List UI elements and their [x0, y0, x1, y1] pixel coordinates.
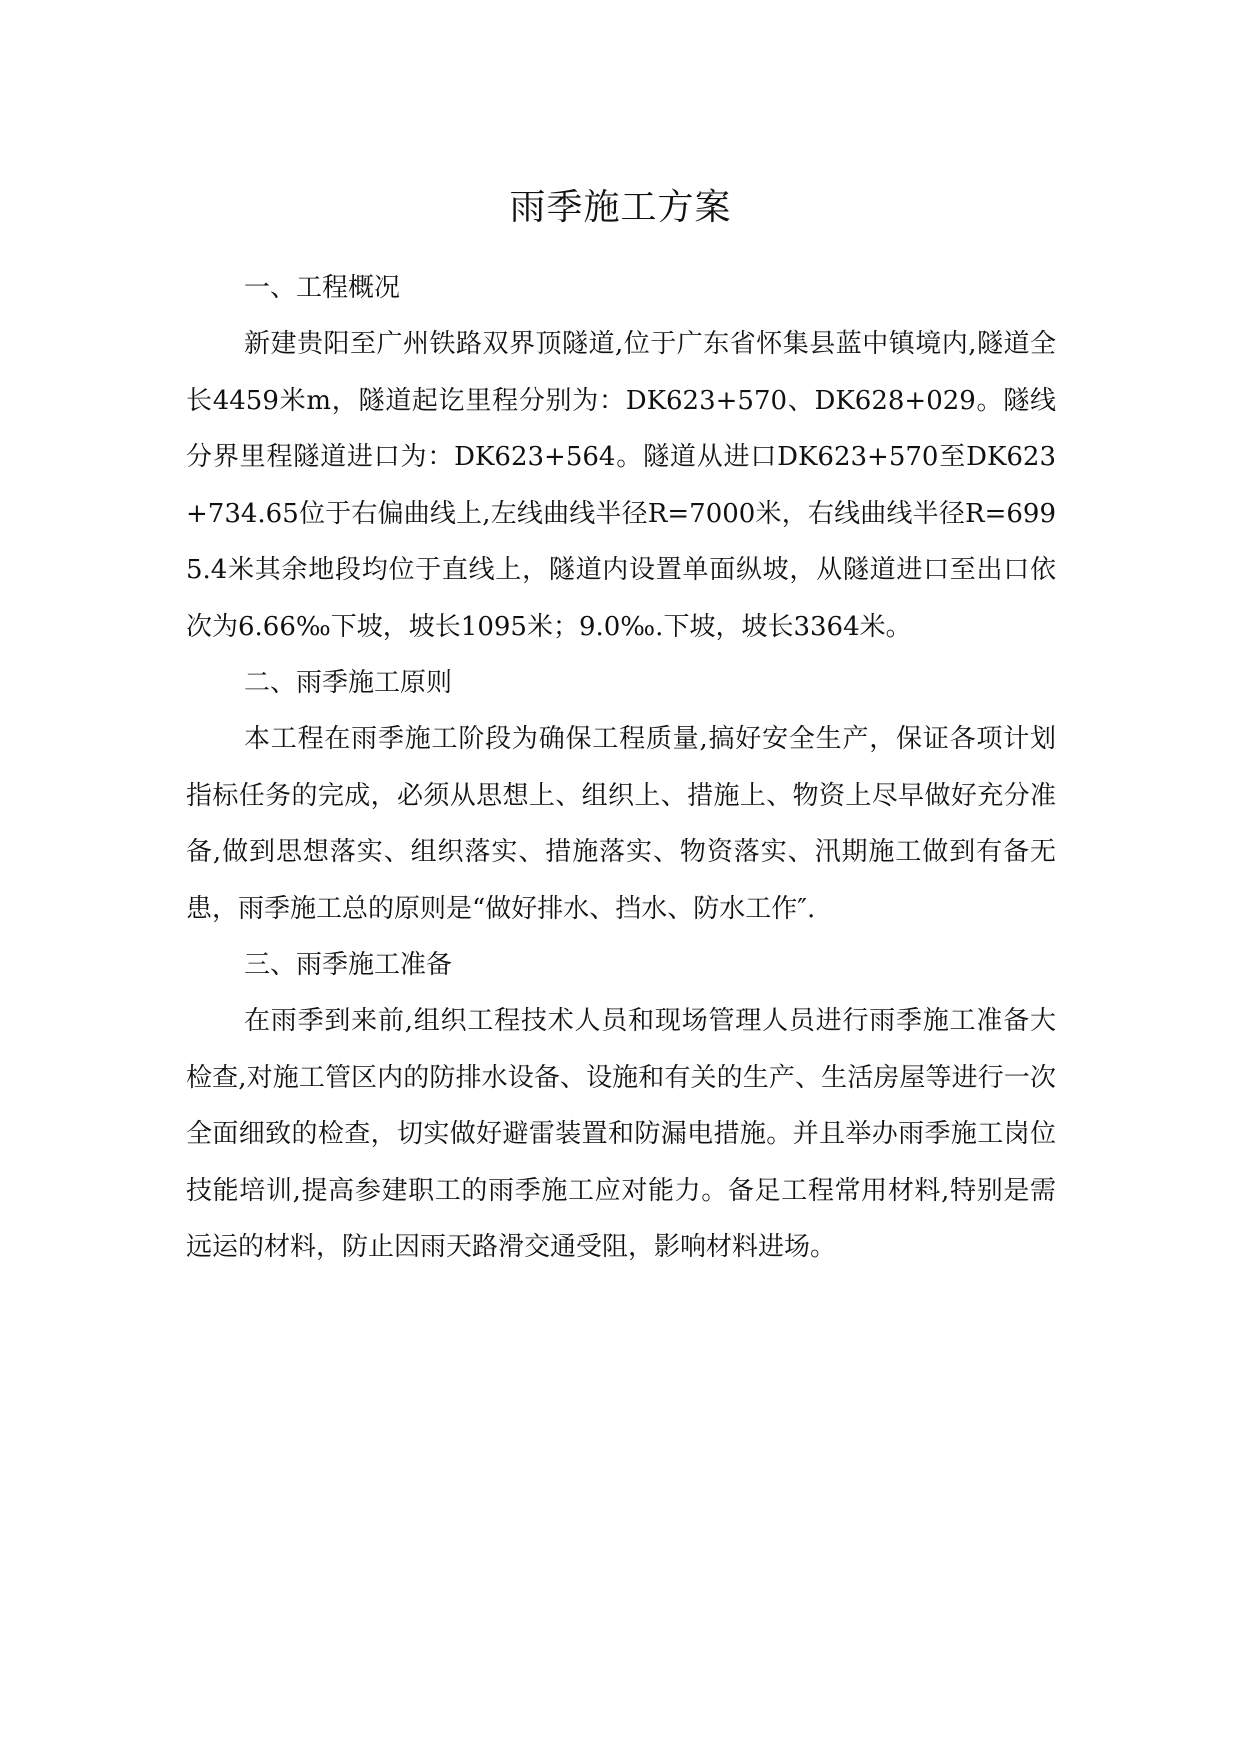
section-construction-principles: [186, 655, 1056, 937]
section-heading: 三、雨季施工准备: [244, 950, 453, 980]
document-title: 雨季施工方案: [509, 187, 732, 228]
section-heading: 一、工程概况: [244, 273, 401, 303]
section-project-overview: [186, 260, 1056, 655]
section-heading: 二、雨季施工原则: [244, 668, 453, 698]
section-paragraph: 新建贵阳至广州铁路双界顶隧道,位于广东省怀集县蓝中镇境内,隧道全长4459米m，隧道起讫里程分别为：DK623+570、DK628+029。隧线分界里程隧道进口为：DK623+564。隧道从进口DK623+570至DK623+734.65位于右偏曲线上,左线曲线半径R=7000米，右线曲线半径R=6995.4米其余地段均位于直线上，隧道内设置单面纵坡，从隧道进口至出口依次为6.66‰下坡，坡长1095米；9.0‰.下坡，坡长3364米。: [186, 329, 1056, 642]
section-paragraph: 本工程在雨季施工阶段为确保工程质量,搞好安全生产，保证各项计划指标任务的完成，必须从思想上、组织上、措施上、物资上尽早做好充分准备,做到思想落实、组织落实、措施落实、物资落实、汛期施工做到有备无患，雨季施工总的原则是“做好排水、挡水、防水工作″.: [186, 724, 1056, 924]
section-construction-preparation: [186, 937, 1056, 1276]
document-body: [186, 260, 1056, 1276]
section-paragraph: 在雨季到来前,组织工程技术人员和现场管理人员进行雨季施工准备大检查,对施工管区内的防排水设备、设施和有关的生产、生活房屋等进行一次全面细致的检查，切实做好避雷装置和防漏电措施。并且举办雨季施工岗位技能培训,提高参建职工的雨季施工应对能力。备足工程常用材料,特别是需远运的材料，防止因雨天路滑交通受阻，影响材料进场。: [186, 1006, 1056, 1262]
